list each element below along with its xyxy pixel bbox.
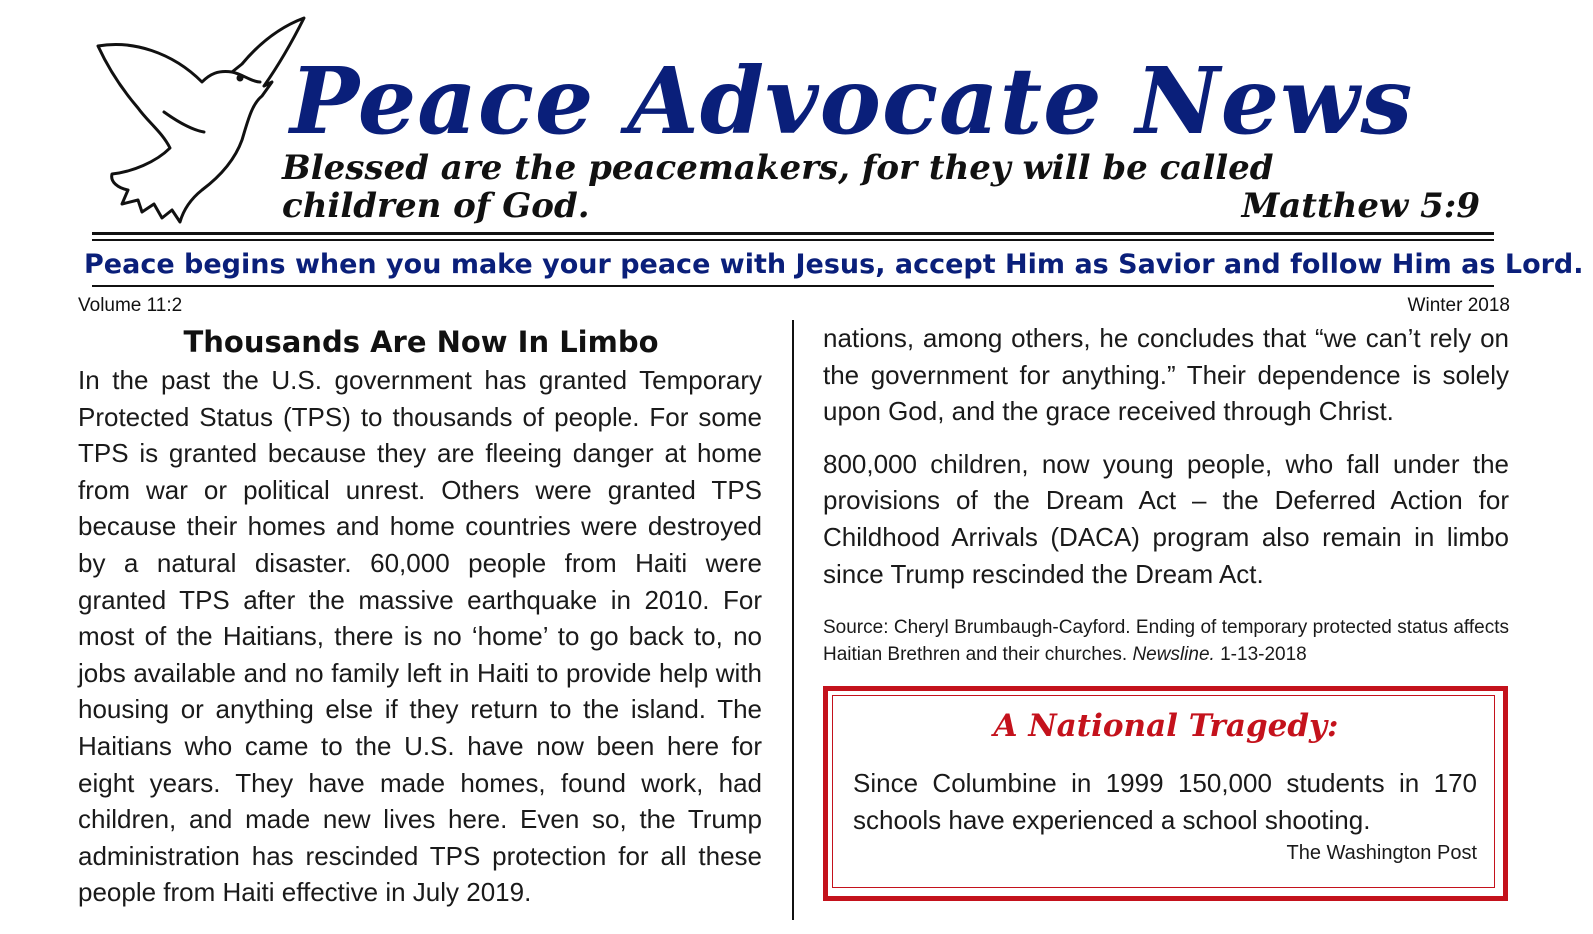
article-right-column [823,320,1509,608]
verse-line-2: children of God. [282,186,590,226]
source-date: 1-13-2018 [1214,644,1307,665]
masthead-rule-top-thin [92,239,1494,241]
callout-title: A National Tragedy: [993,708,1339,744]
article-left-column: In the past the U.S. government has granted Temporary Protected Status (TPS) to thousands of people. For some TPS is granted because they are fleeing danger at home from war or political unrest. Others were granted TPS because their homes and home countries were destroyed by a natural disaster. 60,000 people from Haiti were granted TPS after the massive earthquake in 2010. For most of the Haitians, there is no ‘home’ to go back to, no jobs available and no family left in Haiti to provide help with housing or anything else if they return to the island. The Haitians who came to the U.S. have now been here for eight years. They have made homes, found work, had children, and made new lives here. Even so, the Trump administration has rescinded TPS protection for all these people from Haiti effective in July 2019. [78,365,762,908]
column-divider [792,320,794,920]
right-paragraph-1: nations, among others, he concludes that “we can’t rely on the government for anything.” Their dependence is solely upon God, and the grace received through Christ. [823,323,1509,427]
right-paragraph-2: 800,000 children, now young people, who fall under the provisions of the Dream Act – the Deferred Action for Childhood Arrivals (DACA) program also remain in limbo since Trump rescinded the Dream Act. [823,448,1509,589]
source-publication: Newsline. [1132,644,1215,665]
issue-season: Winter 2018 [1407,295,1510,316]
masthead-rule-bottom [92,285,1494,287]
verse-reference: Matthew 5:9 [1241,186,1480,226]
masthead-title: Peace Advocate News [290,47,1414,155]
masthead-rule-top [92,232,1494,235]
callout-text: Since Columbine in 1999 150,000 students in 170 schools have experienced a school shooting. [853,768,1477,835]
dove-icon [92,12,312,230]
verse-line-1: Blessed are the peacemakers, for they will be called [282,148,1274,188]
slogan-banner: Peace begins when you make your peace with Jesus, accept Him as Savior and follow Him as Lord. [84,249,1584,280]
article-source [823,614,1509,668]
callout-source: The Washington Post [1286,842,1477,864]
volume-label: Volume 11:2 [78,295,183,316]
source-prefix: Source: Cheryl Brumbaugh-Cayford. Ending of temporary protected status affects Haitian Brethren and their churches. [823,617,1509,665]
article-headline: Thousands Are Now In Limbo [183,325,659,359]
